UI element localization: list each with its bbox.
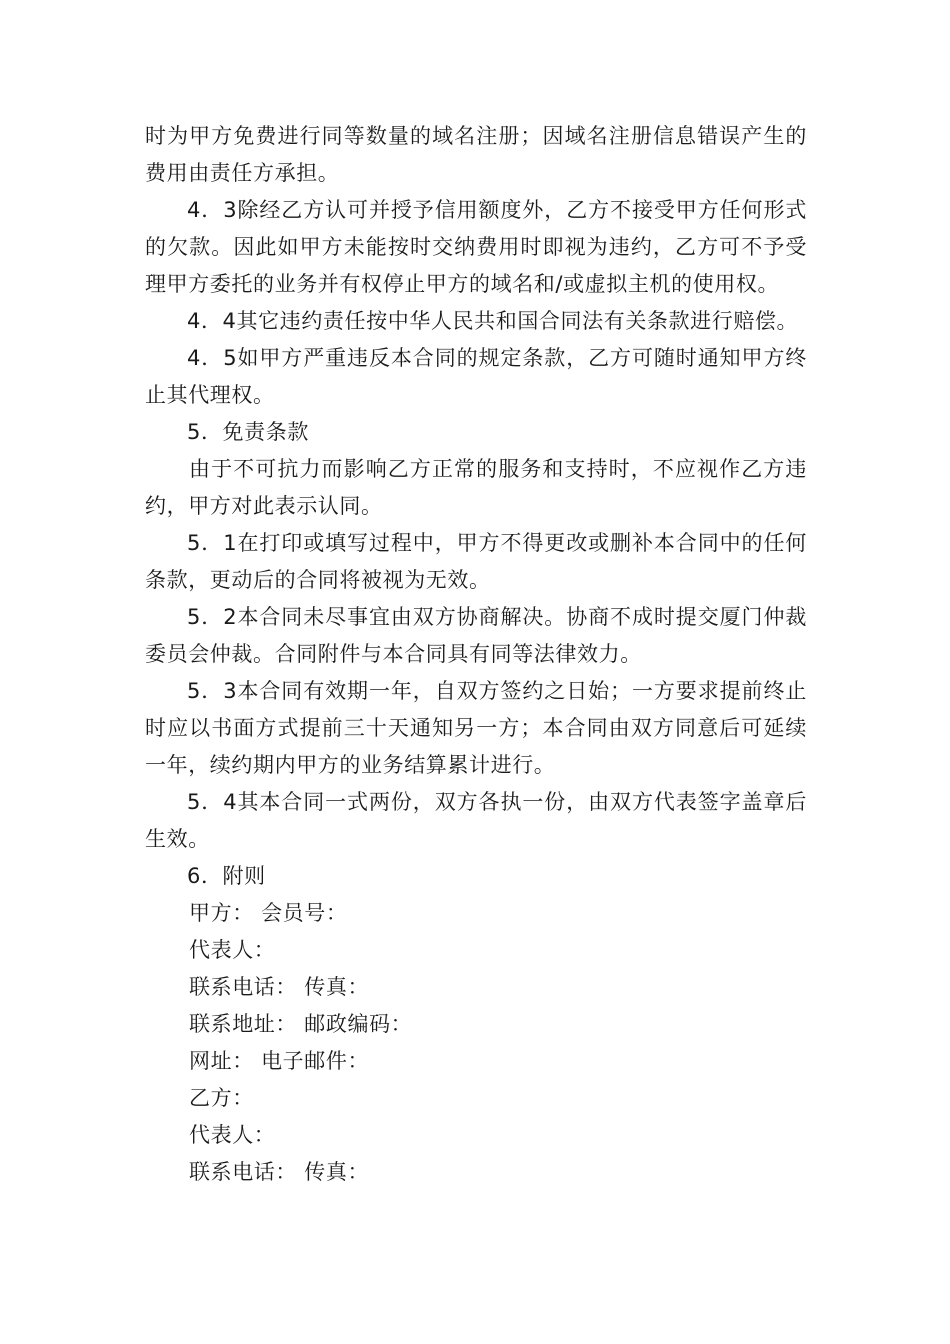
clause-4-3: 4．3除经乙方认可并授予信用额度外，乙方不接受甲方任何形式的欠款。因此如甲方未能按时交纳费用时即视为违约，乙方可不予受理甲方委托的业务并有权停止甲方的域名和/或虚拟主机的使用权。 xyxy=(145,198,807,296)
clause-4-4: 4．4其它违约责任按中华人民共和国合同法有关条款进行赔偿。 xyxy=(187,309,799,333)
clause-4-5: 4．5如甲方严重违反本合同的规定条款，乙方可随时通知甲方终止其代理权。 xyxy=(145,346,807,407)
party-b-representative-field: 代表人： xyxy=(189,1123,276,1147)
party-a-address-postcode-field: 联系地址： 邮政编码： xyxy=(189,1012,413,1036)
party-a-representative-field: 代表人： xyxy=(189,938,276,962)
clause-5-4: 5．4其本合同一式两份，双方各执一份，由双方代表签字盖章后生效。 xyxy=(145,790,807,851)
document-body xyxy=(145,118,807,1191)
section-5-intro: 由于不可抗力而影响乙方正常的服务和支持时，不应视作乙方违约，甲方对此表示认同。 xyxy=(145,457,807,518)
party-a-member-field: 甲方： 会员号： xyxy=(189,901,348,925)
party-a-website-email-field: 网址： 电子邮件： xyxy=(189,1049,370,1073)
clause-5-2: 5．2本合同未尽事宜由双方协商解决。协商不成时提交厦门仲裁委员会仲裁。合同附件与本合同具有同等法律效力。 xyxy=(145,605,807,666)
section-5-heading: 5．免责条款 xyxy=(187,420,309,444)
clause-5-1: 5．1在打印或填写过程中，甲方不得更改或删补本合同中的任何条款，更动后的合同将被视为无效。 xyxy=(145,531,807,592)
paragraph-continuation: 时为甲方免费进行同等数量的域名注册；因域名注册信息错误产生的费用由责任方承担。 xyxy=(145,124,807,185)
party-b-phone-fax-field: 联系电话： 传真： xyxy=(189,1160,370,1184)
party-a-phone-fax-field: 联系电话： 传真： xyxy=(189,975,370,999)
party-b-field: 乙方： xyxy=(189,1086,254,1110)
section-6-heading: 6．附则 xyxy=(187,864,266,888)
clause-5-3: 5．3本合同有效期一年，自双方签约之日始；一方要求提前终止时应以书面方式提前三十天通知另一方；本合同由双方同意后可延续一年，续约期内甲方的业务结算累计进行。 xyxy=(145,679,807,777)
